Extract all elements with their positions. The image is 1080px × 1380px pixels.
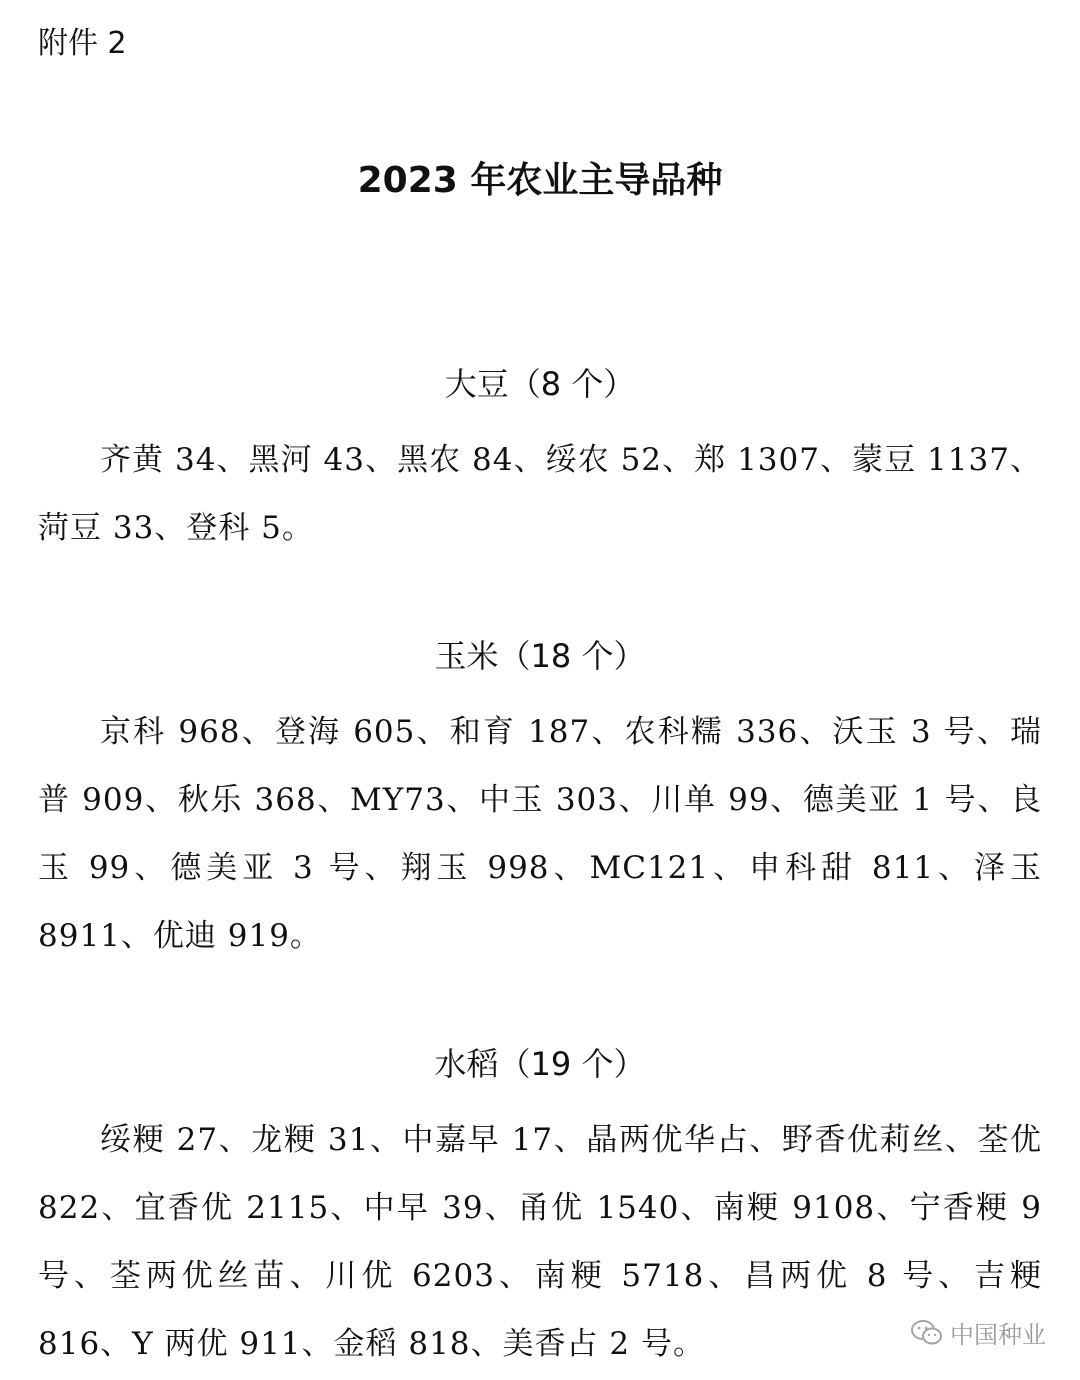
section-heading-soybean: 大豆（8 个） xyxy=(444,365,636,403)
section-heading-rice: 水稻（19 个） xyxy=(434,1045,646,1083)
watermark-text: 中国种业 xyxy=(950,1321,1046,1349)
section-body-soybean: 齐黄 34、黑河 43、黑农 84、绥农 52、郑 1307、蒙豆 1137、菏豆 33、登科 5。 xyxy=(38,442,1042,546)
watermark xyxy=(910,1315,1046,1350)
section-rice xyxy=(38,1040,1042,1378)
wechat-icon xyxy=(910,1319,944,1347)
section-body-rice: 绥粳 27、龙粳 31、中嘉早 17、晶两优华占、野香优莉丝、荃优 822、宜香优 2115、中早 39、甬优 1540、南粳 9108、宁香粳 9 号、荃两优丝苗、川优 6203、南粳 5718、昌两优 8 号、吉粳 816、Y 两优 911、金稻 818、美香占 2 号。 xyxy=(38,1122,1042,1362)
annex-label: 附件 2 xyxy=(38,26,127,61)
section-heading-corn: 玉米（18 个） xyxy=(434,637,646,675)
page-title: 2023 年农业主导品种 xyxy=(357,160,723,201)
section-body-corn: 京科 968、登海 605、和育 187、农科糯 336、沃玉 3 号、瑞普 909、秋乐 368、MY73、中玉 303、川单 99、德美亚 1 号、良玉 99、德美亚 3 号、翔玉 998、MC121、申科甜 811、泽玉 8911、优迪 919。 xyxy=(38,714,1042,954)
section-corn xyxy=(38,632,1042,970)
section-soybean xyxy=(38,360,1042,562)
